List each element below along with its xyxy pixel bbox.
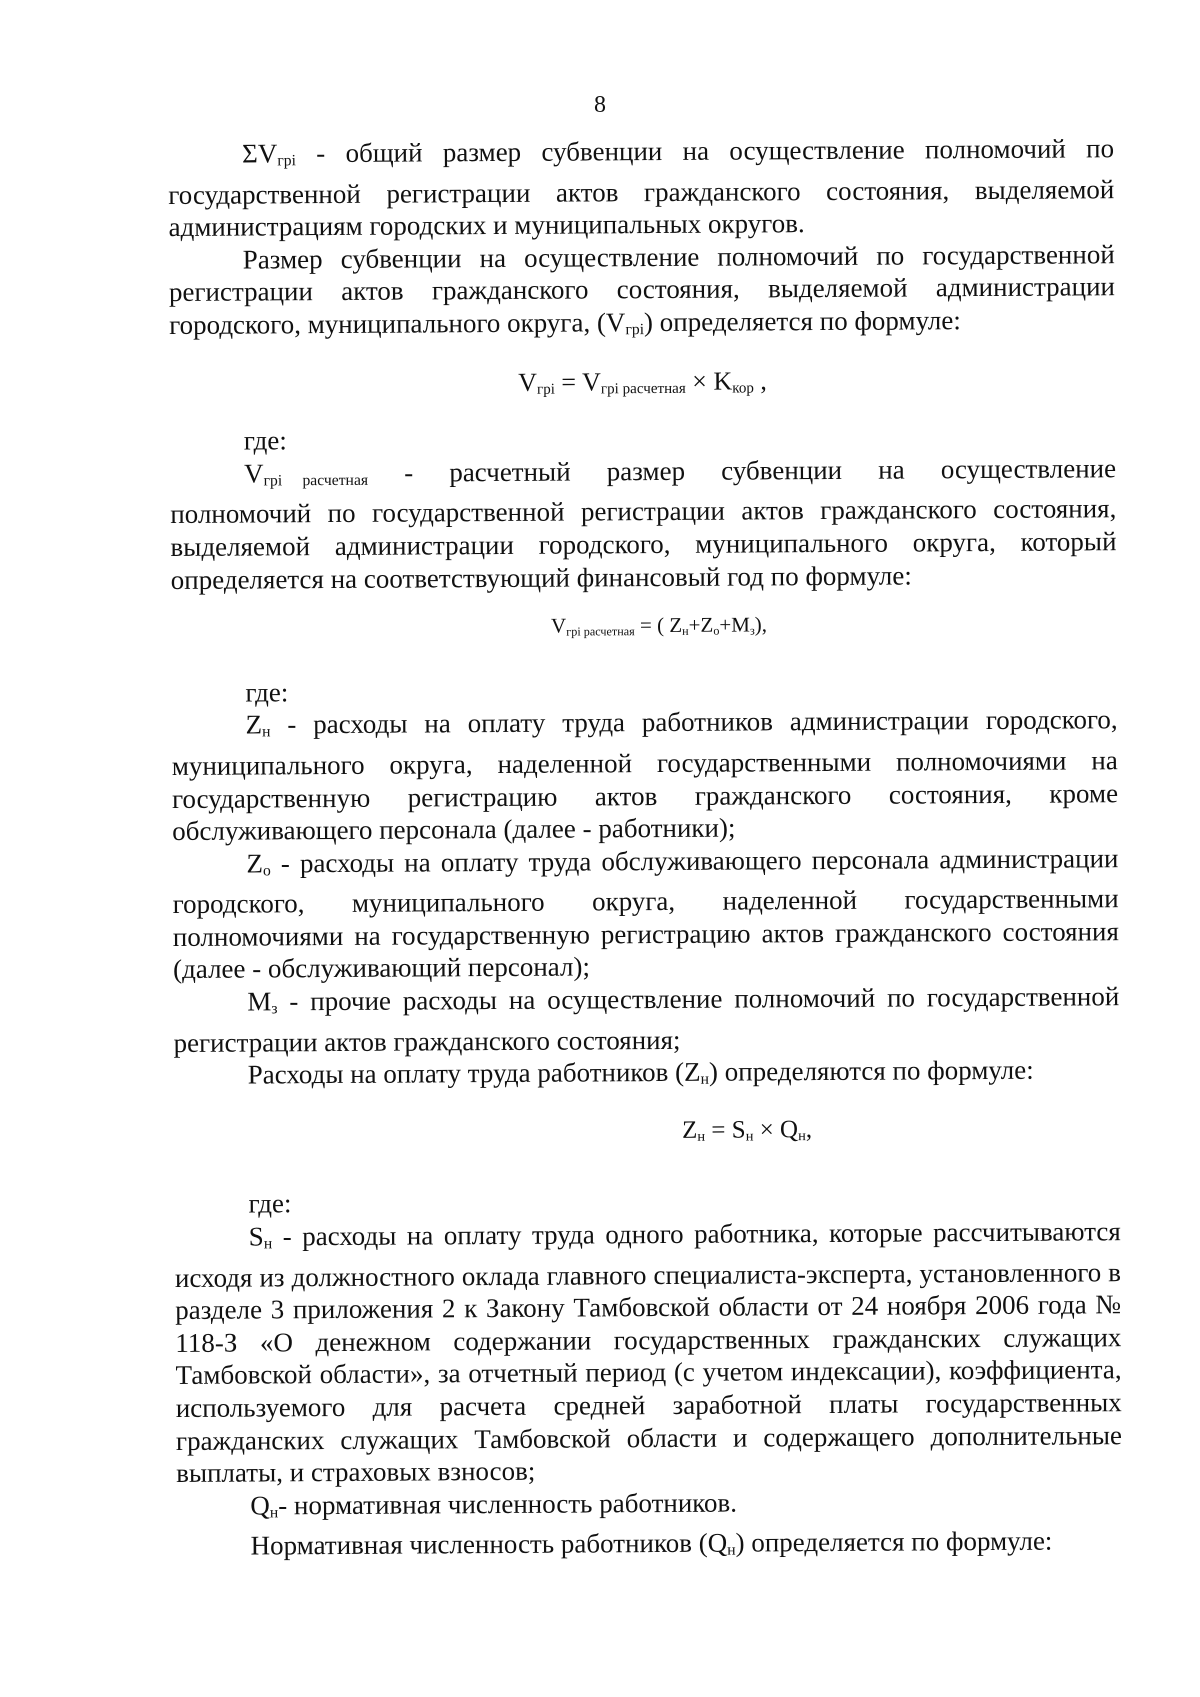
definition-zn: $Z_н$ - расходы на оплату труда работников администрации городского, муниципального округа, наделенной государственными полномочиями на государственную регистрацию актов гражданского состояния, кроме обслуживающего персонала (далее - работники);	[171, 704, 1119, 847]
paragraph-zn-formula-intro: Расходы на оплату труда работников $(Z_н)$ определяются по формуле:	[247, 1054, 1034, 1090]
formula-zn: $Z_н = S_н \times Q_н$,	[681, 1115, 813, 1145]
paragraph-sum-subvention	[168, 132, 1115, 244]
paragraph-subvention-size	[169, 238, 1116, 350]
definition-mz: $M_з$ - прочие расходы на осуществление полномочий по государственной регистрации актов гражданского состояния;	[173, 981, 1120, 1058]
where-label: где:	[243, 425, 287, 456]
paragraph-text: - общий размер субвенции на осуществление полномочий по государственной регистрации актов гражданского состояния, выделяемой администрациям городских и муниципальных округов.	[168, 133, 1115, 243]
formula-vgpi: $V_{гpi} = V_{гpi расчетная} \times K_{кор}$ ,	[518, 365, 767, 398]
paragraph-text: Размер субвенции на осуществление полномочий по государственной регистрации актов гражданского состояния, выделяемой администрации городского, муниципального округа, (V	[168, 239, 1116, 340]
paragraph-qn-formula-intro: Нормативная численность работников $(Q_н)$ определяется по формуле:	[250, 1525, 1053, 1561]
document-body	[168, 132, 1123, 1571]
where-label: где:	[248, 1188, 292, 1219]
page-number: 8	[594, 92, 606, 118]
definition-qn: $Q_н-$ нормативная численность работников.	[250, 1487, 738, 1522]
definition-v-calculated-row: $V_{гpi}$ $_{расчетная}$ - расчетный размер субвенции на осуществление	[243, 452, 1117, 490]
where-label: где:	[245, 676, 289, 708]
definition-v-calculated-text: полномочий по государственной регистрации актов гражданского состояния, выделяемой администрации городского, муниципального округа, который определяется на соответствующий финансовый год по формуле:	[170, 493, 1117, 595]
formula-vgpi-calculated: $V_{гpi расчетная}$ = ( $Z_н+Z_о+M_з$),	[550, 612, 768, 639]
definition-zo: $Z_о$ - расходы на оплату труда обслуживающего персонала администрации городского, муниципального округа, наделенной государственными полномочиями на государственную регистрацию актов гражданского состояния (далее - обслуживающий персонал);	[172, 842, 1119, 985]
symbol-subscript: гpi	[277, 152, 297, 170]
symbol-sum-v: ΣV	[242, 138, 278, 169]
symbol-subscript: гpi	[625, 321, 645, 339]
definition-sn: $S_н$ - расходы на оплату труда одного работника, которые рассчитываются исходя из должностного оклада главного специалиста-эксперта, установленного в разделе 3 приложения 2 к Закону Тамбовской области от 24 ноября 2006 года № 118-З «О денежном содержании государственных гражданских служащих Тамбовской области», за отчетный период (с учетом индексации), коэффициента, используемого для расчета средней заработной платы государственных гражданских служащих Тамбовской области и содержащего дополнительные выплаты, и страховых взносов;	[174, 1216, 1123, 1489]
paragraph-text: ) определяется по формуле:	[643, 305, 961, 338]
